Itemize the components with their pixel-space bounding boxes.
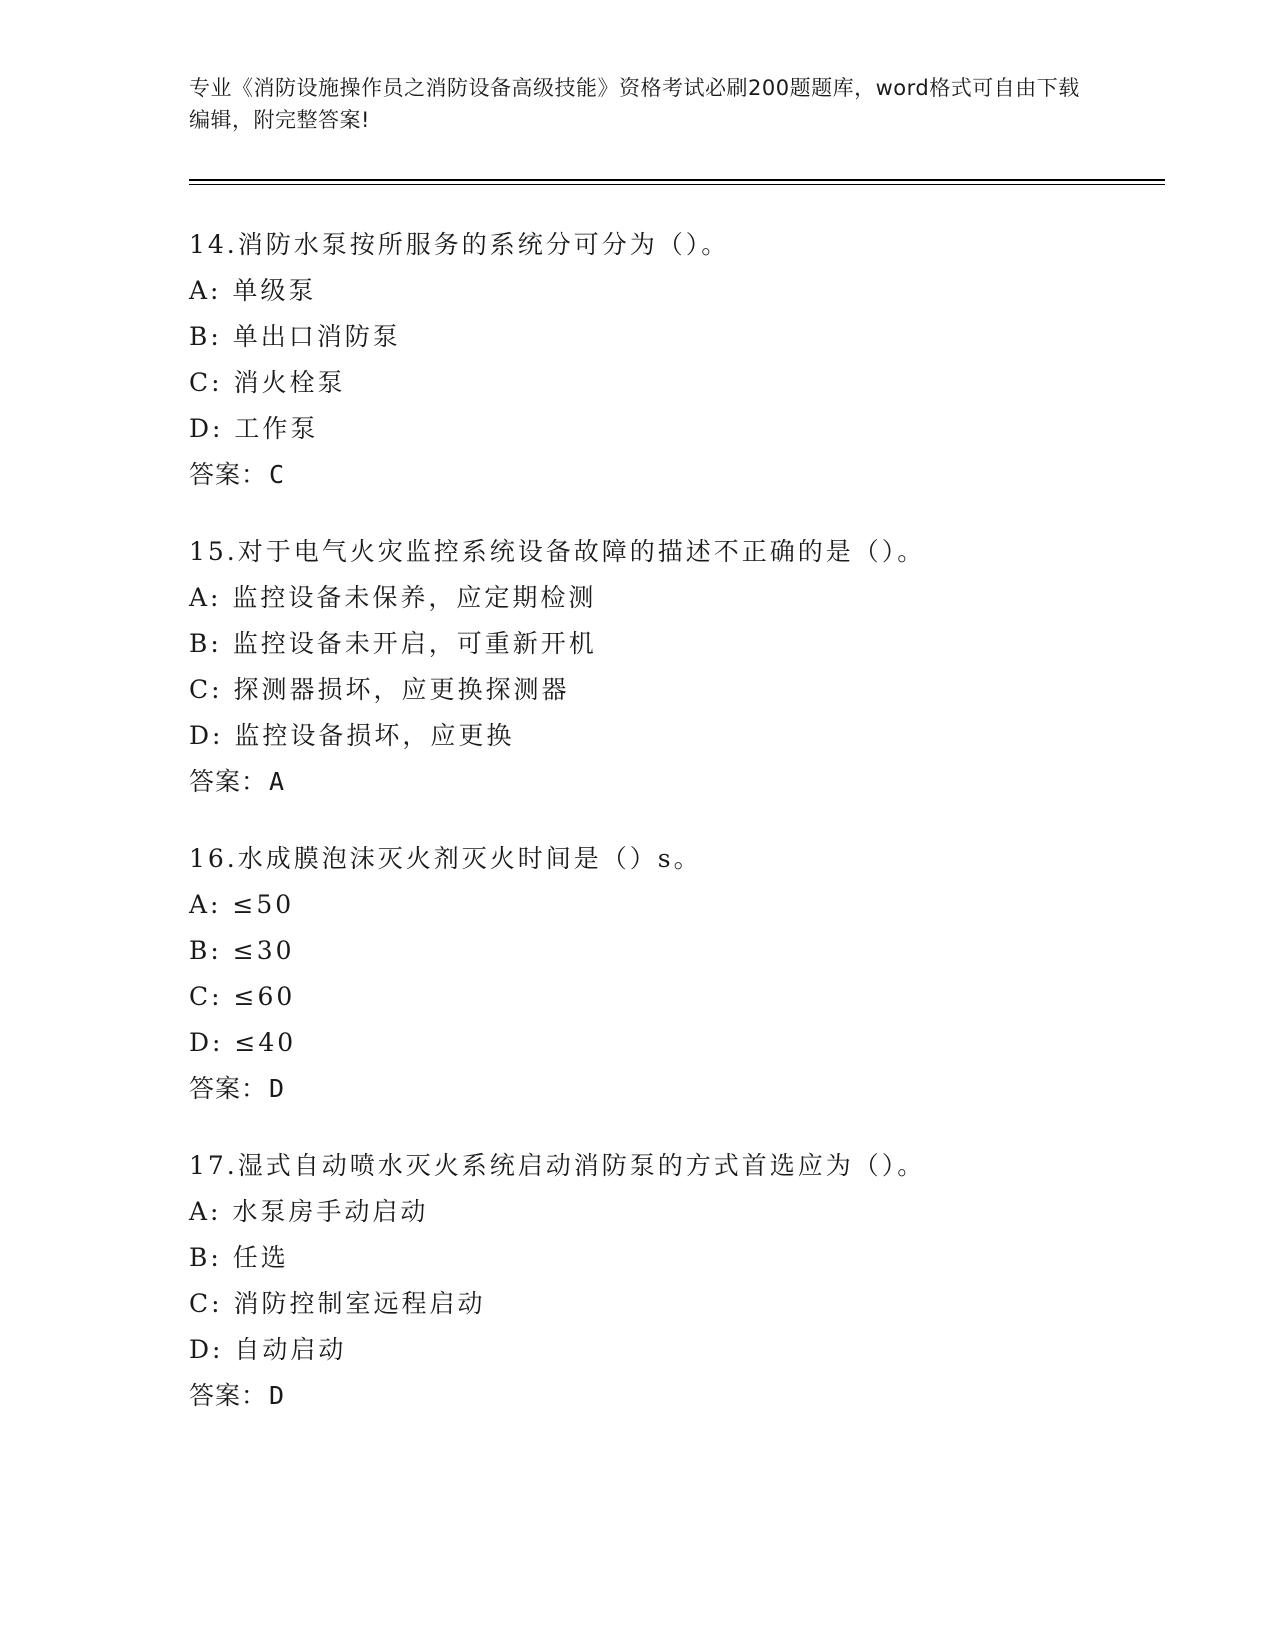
option-d: D: 自动启动	[189, 1335, 347, 1364]
answer-label: 答案：	[189, 1074, 268, 1103]
answer-value: A	[269, 767, 286, 796]
answer-value: D	[269, 1381, 286, 1410]
question-title: 17.湿式自动喷水灭火系统启动消防泵的方式首选应为（）。	[189, 1151, 926, 1180]
answer-value: D	[269, 1074, 286, 1103]
answer-line	[189, 1373, 1169, 1419]
option-b: B: 任选	[189, 1243, 289, 1272]
question-16	[189, 836, 1169, 1112]
answer-line	[189, 759, 1169, 805]
question-title: 14.消防水泵按所服务的系统分可分为（）。	[189, 230, 730, 259]
option-a: A: 监控设备未保养，应定期检测	[189, 583, 597, 612]
answer-label: 答案：	[189, 460, 268, 489]
question-17	[189, 1143, 1169, 1419]
option-b: B: 监控设备未开启，可重新开机	[189, 629, 597, 658]
answer-label: 答案：	[189, 1381, 268, 1410]
answer-line	[189, 452, 1169, 498]
question-15	[189, 529, 1169, 805]
option-c: C: 探测器损坏，应更换探测器	[189, 675, 570, 704]
option-b: B: ≤30	[189, 936, 295, 965]
option-c: C: 消防控制室远程启动	[189, 1289, 486, 1318]
option-d: D: 工作泵	[189, 414, 319, 443]
answer-label: 答案：	[189, 767, 268, 796]
option-d: D: ≤40	[189, 1028, 297, 1057]
question-14	[189, 222, 1169, 498]
answer-line	[189, 1066, 1169, 1112]
question-title: 16.水成膜泡沫灭火剂灭火时间是（）s。	[189, 844, 702, 873]
option-d: D: 监控设备损坏，应更换	[189, 721, 515, 750]
answer-value: C	[269, 460, 286, 489]
option-b: B: 单出口消防泵	[189, 322, 401, 351]
option-a: A: ≤50	[189, 890, 295, 919]
option-c: C: 消火栓泵	[189, 368, 346, 397]
header-divider-thick	[189, 179, 1165, 181]
option-c: C: ≤60	[189, 982, 296, 1011]
header-divider-thin	[189, 184, 1165, 185]
option-a: A: 单级泵	[189, 276, 317, 305]
question-title: 15.对于电气火灾监控系统设备故障的描述不正确的是（）。	[189, 537, 926, 566]
option-a: A: 水泵房手动启动	[189, 1197, 429, 1226]
document-header: 专业《消防设施操作员之消防设备高级技能》资格考试必刷200题题库，word格式可自由下载编辑，附完整答案!	[189, 76, 1080, 132]
